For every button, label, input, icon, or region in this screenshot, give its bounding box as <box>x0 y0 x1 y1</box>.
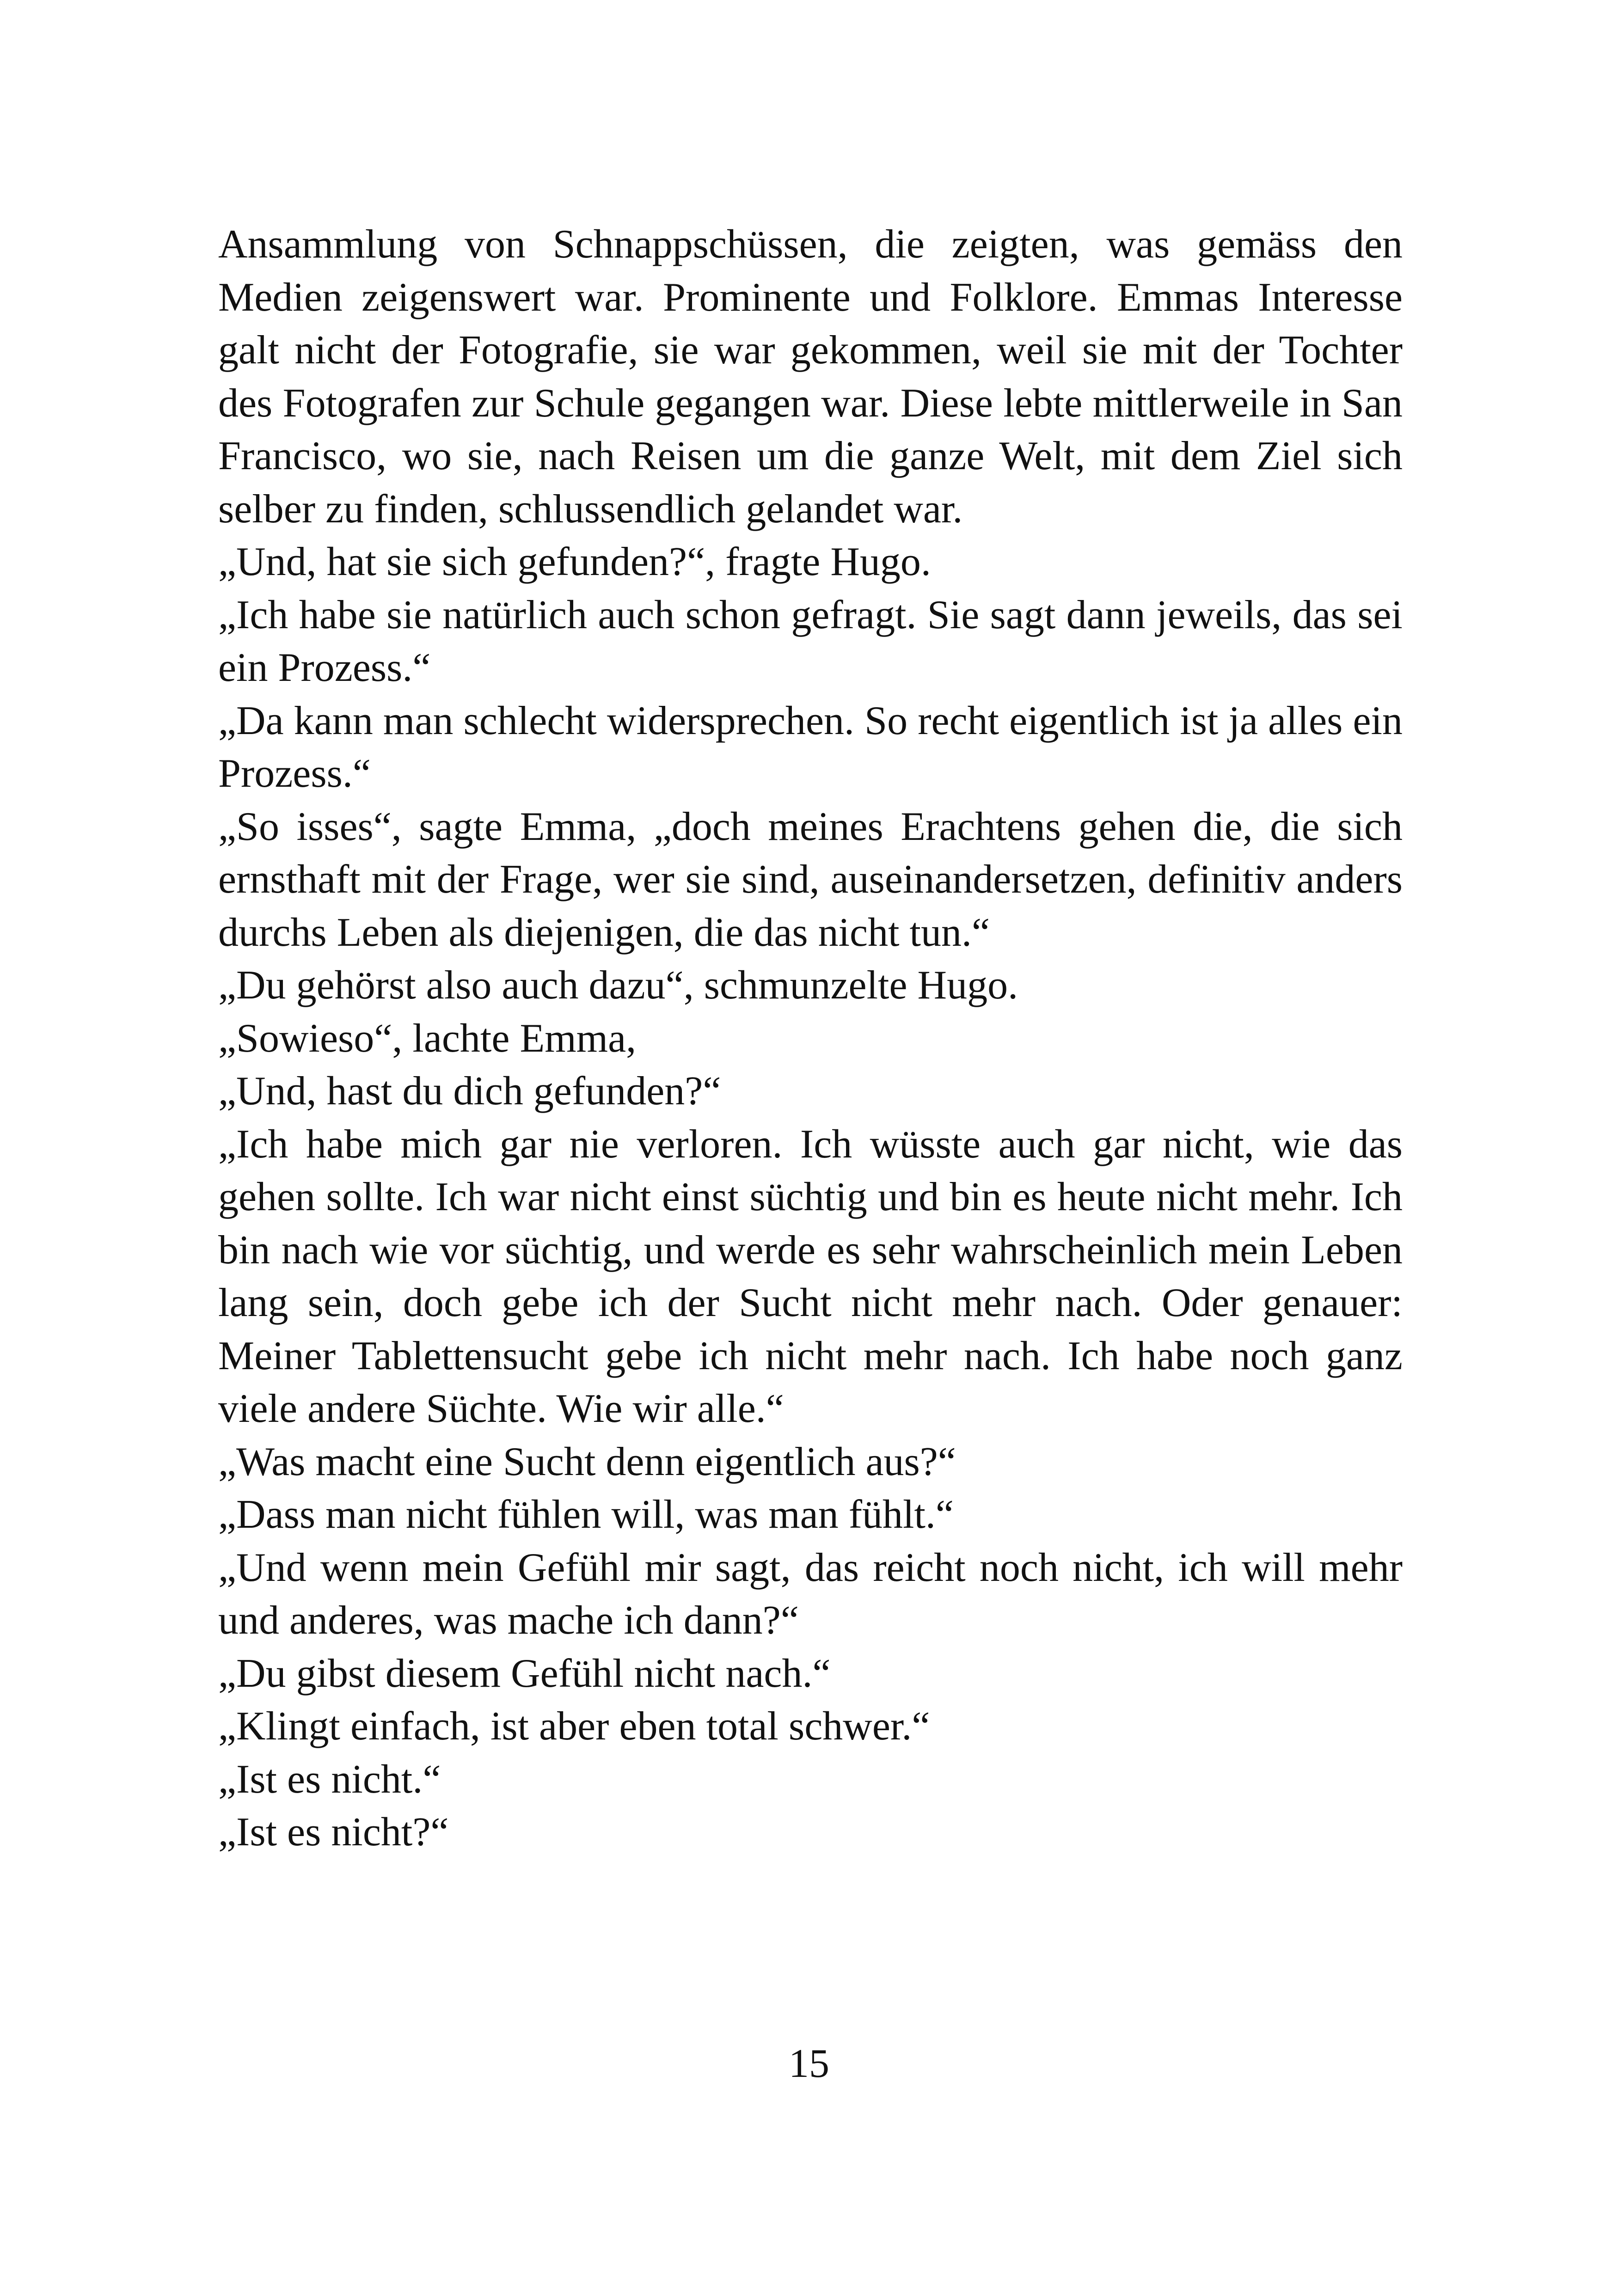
paragraph: „Und wenn mein Gefühl mir sagt, das reicht noch nicht, ich will mehr und anderes, was mache ich dann?“ <box>218 1545 1403 1643</box>
paragraph: „Und, hat sie sich gefunden?“, fragte Hugo. <box>218 539 931 584</box>
paragraph: „Sowieso“, lachte Emma, <box>218 1016 637 1061</box>
paragraph: „Was macht eine Sucht denn eigentlich aus?“ <box>218 1439 956 1484</box>
page-number: 15 <box>789 2041 829 2086</box>
paragraph: „Dass man nicht fühlen will, was man fühlt.“ <box>218 1492 954 1537</box>
paragraph: „Ist es nicht.“ <box>218 1757 441 1802</box>
paragraph: „Ich habe sie natürlich auch schon gefragt. Sie sagt dann jeweils, das sei ein Prozess.“ <box>218 592 1403 690</box>
paragraph: „Da kann man schlecht widersprechen. So recht eigentlich ist ja alles ein Prozess.“ <box>218 698 1403 796</box>
paragraph: „Ist es nicht?“ <box>218 1810 449 1855</box>
paragraph: „So isses“, sagte Emma, „doch meines Erachtens gehen die, die sich ernsthaft mit der Frage, wer sie sind, auseinandersetzen, definitiv anders durchs Leben als diejenigen, die das nicht tun.“ <box>218 804 1403 955</box>
body-text <box>218 218 1403 1859</box>
paragraph: „Ich habe mich gar nie verloren. Ich wüsste auch gar nicht, wie das gehen sollte. Ich war nicht einst süchtig und bin es heute nicht mehr. Ich bin nach wie vor süchtig, und werde es sehr wahrscheinlich mein Leben lang sein, doch gebe ich der Sucht nicht mehr nach. Oder genauer: Meiner Tablettensucht gebe ich nicht mehr nach. Ich habe noch ganz viele andere Süchte. Wie wir alle.“ <box>218 1121 1403 1431</box>
paragraph: „Du gibst diesem Gefühl nicht nach.“ <box>218 1651 831 1696</box>
paragraph: Ansammlung von Schnappschüssen, die zeigten, was gemäss den Medien zeigenswert war. Prominente und Folklore. Emmas Interesse galt nicht der Fotografie, sie war gekommen, weil sie mit der Tochter des Fotografen zur Schule gegangen war. Diese lebte mittlerweile in San Francisco, wo sie, nach Reisen um die ganze Welt, mit dem Ziel sich selber zu finden, schlussendlich gelandet war. <box>218 222 1403 532</box>
paragraph: „Du gehörst also auch dazu“, schmunzelte Hugo. <box>218 963 1018 1008</box>
paragraph: „Und, hast du dich gefunden?“ <box>218 1069 721 1114</box>
paragraph: „Klingt einfach, ist aber eben total schwer.“ <box>218 1704 930 1749</box>
